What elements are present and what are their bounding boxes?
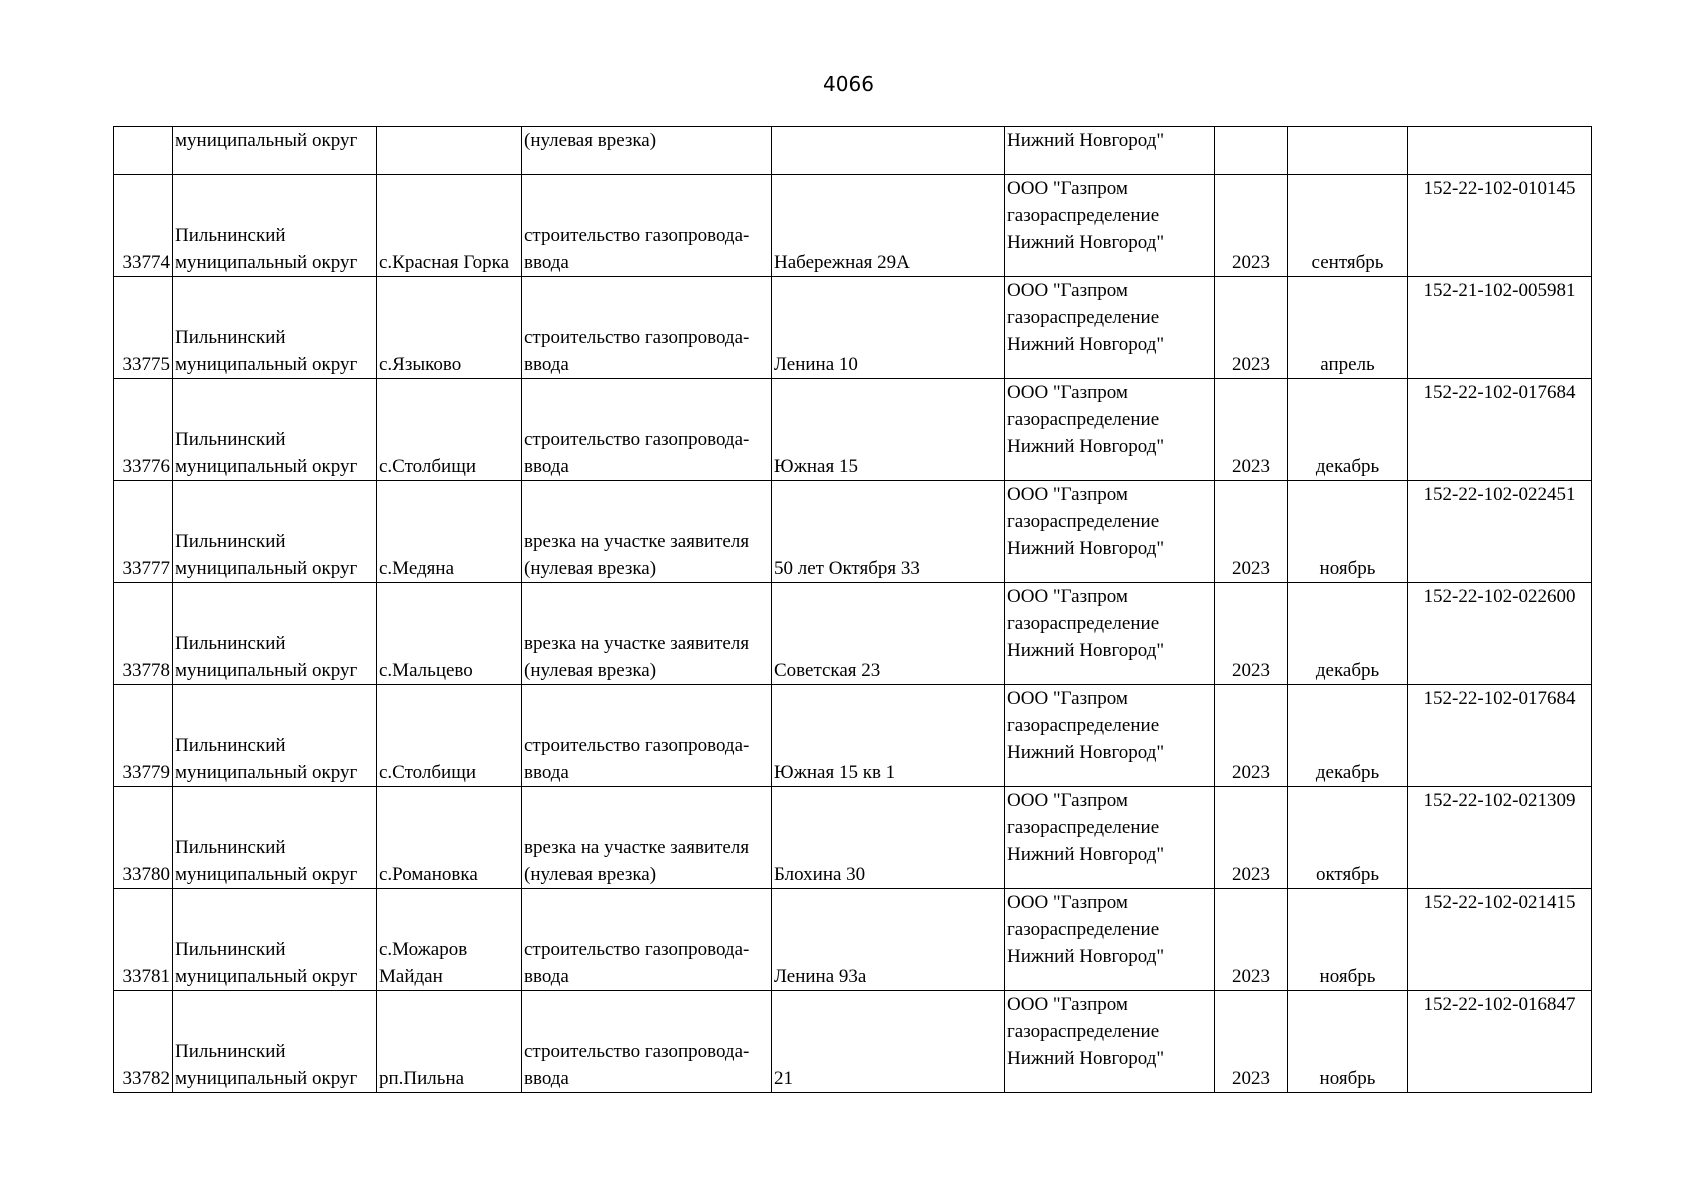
table-row <box>114 787 1592 889</box>
cell-work-type <box>522 175 772 277</box>
cell-year: 2023 <box>1215 685 1288 787</box>
cell-address: 21 <box>772 991 1005 1093</box>
cell-organization-line: газораспределение <box>1007 919 1160 940</box>
cell-address: Набережная 29А <box>772 175 1005 277</box>
cell-organization-line: газораспределение <box>1007 1021 1160 1042</box>
cell-code: 152-21-102-005981 <box>1408 277 1592 379</box>
cell-district-line: муниципальный округ <box>175 354 358 375</box>
cell-district <box>173 889 377 991</box>
cell-address <box>772 127 1005 175</box>
cell-organization-line: Нижний Новгород" <box>1007 436 1165 457</box>
table-row <box>114 277 1592 379</box>
cell-organization <box>1005 175 1215 277</box>
cell-work-type <box>522 481 772 583</box>
cell-month: сентябрь <box>1288 175 1408 277</box>
cell-num <box>114 127 173 175</box>
cell-district-line: Пильнинский <box>175 837 286 858</box>
cell-organization-line: Нижний Новгород" <box>1007 946 1165 967</box>
cell-num: 33779 <box>114 685 173 787</box>
cell-work-type-line: строительство газопровода- <box>524 735 750 756</box>
cell-organization-line: газораспределение <box>1007 817 1160 838</box>
cell-district-line: Пильнинский <box>175 939 286 960</box>
cell-address: 50 лет Октября 33 <box>772 481 1005 583</box>
cell-district-line: муниципальный округ <box>175 660 358 681</box>
cell-settlement-line: с.Столбищи <box>379 762 477 783</box>
cell-address: Ленина 93а <box>772 889 1005 991</box>
cell-settlement <box>377 481 522 583</box>
cell-organization-line: ООО "Газпром <box>1007 178 1128 199</box>
cell-settlement-line: Майдан <box>379 966 443 987</box>
cell-num: 33782 <box>114 991 173 1093</box>
cell-address: Блохина 30 <box>772 787 1005 889</box>
cell-year: 2023 <box>1215 889 1288 991</box>
cell-year: 2023 <box>1215 583 1288 685</box>
cell-district <box>173 991 377 1093</box>
cell-settlement <box>377 991 522 1093</box>
cell-work-type-line: строительство газопровода- <box>524 327 750 348</box>
cell-settlement-line: с.Столбищи <box>379 456 477 477</box>
cell-settlement-line: с.Романовка <box>379 864 478 885</box>
table-row <box>114 379 1592 481</box>
cell-organization-line: ООО "Газпром <box>1007 484 1128 505</box>
cell-month: декабрь <box>1288 583 1408 685</box>
cell-organization <box>1005 889 1215 991</box>
cell-organization-line: газораспределение <box>1007 715 1160 736</box>
table-row <box>114 175 1592 277</box>
cell-month: ноябрь <box>1288 889 1408 991</box>
cell-settlement-line: с.Медяна <box>379 558 455 579</box>
cell-address: Ленина 10 <box>772 277 1005 379</box>
cell-district-line: муниципальный округ <box>175 558 358 579</box>
cell-district <box>173 685 377 787</box>
cell-organization-line: ООО "Газпром <box>1007 688 1128 709</box>
cell-work-type <box>522 277 772 379</box>
cell-organization-line: Нижний Новгород" <box>1007 742 1165 763</box>
cell-organization-line: ООО "Газпром <box>1007 892 1128 913</box>
cell-settlement <box>377 127 522 175</box>
cell-month: декабрь <box>1288 379 1408 481</box>
cell-district <box>173 787 377 889</box>
cell-work-type-line: врезка на участке заявителя <box>524 633 750 654</box>
cell-district <box>173 379 377 481</box>
cell-num: 33781 <box>114 889 173 991</box>
cell-district-line: Пильнинский <box>175 327 286 348</box>
cell-district-line: муниципальный округ <box>175 864 358 885</box>
cell-code: 152-22-102-016847 <box>1408 991 1592 1093</box>
cell-organization-line: ООО "Газпром <box>1007 382 1128 403</box>
cell-organization-line: Нижний Новгород" <box>1007 640 1165 661</box>
table-row <box>114 481 1592 583</box>
table-row <box>114 685 1592 787</box>
cell-district-line: Пильнинский <box>175 531 286 552</box>
cell-work-type <box>522 685 772 787</box>
cell-month <box>1288 127 1408 175</box>
continuation-row <box>114 127 1592 175</box>
cell-work-type-line: ввода <box>524 456 569 477</box>
cell-organization-line: ООО "Газпром <box>1007 790 1128 811</box>
cell-settlement-line: с.Красная Горка <box>379 252 510 273</box>
cell-organization <box>1005 379 1215 481</box>
cell-settlement <box>377 379 522 481</box>
cell-settlement <box>377 583 522 685</box>
cell-organization-line: Нижний Новгород" <box>1007 1048 1165 1069</box>
cell-year: 2023 <box>1215 379 1288 481</box>
cell-work-type <box>522 889 772 991</box>
cell-district-line: муниципальный округ <box>175 1068 358 1089</box>
cell-district-line: Пильнинский <box>175 429 286 450</box>
cell-district-line: Пильнинский <box>175 633 286 654</box>
cell-num: 33775 <box>114 277 173 379</box>
cell-num: 33780 <box>114 787 173 889</box>
cell-year: 2023 <box>1215 277 1288 379</box>
gasification-table <box>113 126 1592 1093</box>
cell-district: муниципальный округ <box>173 127 377 175</box>
cell-district <box>173 277 377 379</box>
cell-address: Южная 15 кв 1 <box>772 685 1005 787</box>
cell-organization <box>1005 583 1215 685</box>
page-number: 4066 <box>823 72 874 96</box>
cell-district <box>173 583 377 685</box>
cell-organization-line: газораспределение <box>1007 409 1160 430</box>
cell-organization-line: Нижний Новгород" <box>1007 334 1165 355</box>
cell-organization-line: газораспределение <box>1007 307 1160 328</box>
cell-code: 152-22-102-021309 <box>1408 787 1592 889</box>
cell-work-type-line: ввода <box>524 252 569 273</box>
cell-code: 152-22-102-021415 <box>1408 889 1592 991</box>
cell-work-type-line: врезка на участке заявителя <box>524 531 750 552</box>
cell-settlement-line: рп.Пильна <box>379 1068 465 1089</box>
cell-settlement-line: с.Языково <box>379 354 462 375</box>
cell-month: ноябрь <box>1288 481 1408 583</box>
cell-organization-line: газораспределение <box>1007 511 1160 532</box>
cell-work-type <box>522 379 772 481</box>
cell-work-type-line: ввода <box>524 966 569 987</box>
cell-num: 33774 <box>114 175 173 277</box>
cell-district-line: муниципальный округ <box>175 456 358 477</box>
cell-settlement <box>377 175 522 277</box>
cell-organization-line: газораспределение <box>1007 205 1160 226</box>
cell-organization-line: ООО "Газпром <box>1007 280 1128 301</box>
cell-work-type-line: ввода <box>524 354 569 375</box>
cell-year: 2023 <box>1215 787 1288 889</box>
cell-work-type-line: (нулевая врезка) <box>524 864 657 885</box>
cell-district-line: Пильнинский <box>175 1041 286 1062</box>
cell-work-type-line: строительство газопровода- <box>524 939 750 960</box>
table-row <box>114 583 1592 685</box>
cell-work-type-line: строительство газопровода- <box>524 429 750 450</box>
cell-work-type-line: ввода <box>524 762 569 783</box>
cell-year <box>1215 127 1288 175</box>
cell-settlement <box>377 787 522 889</box>
table-row <box>114 991 1592 1093</box>
cell-organization <box>1005 481 1215 583</box>
cell-organization <box>1005 991 1215 1093</box>
cell-work-type-line: строительство газопровода- <box>524 1041 750 1062</box>
cell-work-type-line: строительство газопровода- <box>524 225 750 246</box>
cell-settlement-line: с.Можаров <box>379 939 468 960</box>
cell-district-line: муниципальный округ <box>175 762 358 783</box>
cell-organization-line: ООО "Газпром <box>1007 586 1128 607</box>
cell-code: 152-22-102-022451 <box>1408 481 1592 583</box>
cell-district-line: муниципальный округ <box>175 966 358 987</box>
cell-month: ноябрь <box>1288 991 1408 1093</box>
cell-district <box>173 175 377 277</box>
cell-num: 33776 <box>114 379 173 481</box>
cell-work-type <box>522 583 772 685</box>
cell-code <box>1408 127 1592 175</box>
cell-year: 2023 <box>1215 991 1288 1093</box>
cell-code: 152-22-102-022600 <box>1408 583 1592 685</box>
cell-num: 33777 <box>114 481 173 583</box>
cell-organization-line: Нижний Новгород" <box>1007 232 1165 253</box>
cell-organization <box>1005 787 1215 889</box>
cell-work-type <box>522 991 772 1093</box>
cell-organization-line: ООО "Газпром <box>1007 994 1128 1015</box>
cell-year: 2023 <box>1215 481 1288 583</box>
cell-code: 152-22-102-010145 <box>1408 175 1592 277</box>
cell-code: 152-22-102-017684 <box>1408 379 1592 481</box>
cell-settlement <box>377 277 522 379</box>
cell-code: 152-22-102-017684 <box>1408 685 1592 787</box>
cell-year: 2023 <box>1215 175 1288 277</box>
cell-organization-line: Нижний Новгород" <box>1007 538 1165 559</box>
cell-district-line: Пильнинский <box>175 735 286 756</box>
cell-settlement <box>377 889 522 991</box>
cell-district-line: муниципальный округ <box>175 252 358 273</box>
cell-work-type-line: (нулевая врезка) <box>524 660 657 681</box>
cell-address: Южная 15 <box>772 379 1005 481</box>
cell-organization <box>1005 685 1215 787</box>
cell-district-line: Пильнинский <box>175 225 286 246</box>
cell-month: апрель <box>1288 277 1408 379</box>
cell-month: декабрь <box>1288 685 1408 787</box>
cell-district <box>173 481 377 583</box>
cell-address: Советская 23 <box>772 583 1005 685</box>
cell-organization <box>1005 277 1215 379</box>
cell-settlement-line: с.Мальцево <box>379 660 473 681</box>
cell-settlement <box>377 685 522 787</box>
cell-work-type-line: врезка на участке заявителя <box>524 837 750 858</box>
cell-month: октябрь <box>1288 787 1408 889</box>
cell-num: 33778 <box>114 583 173 685</box>
cell-organization: Нижний Новгород" <box>1005 127 1215 175</box>
cell-work-type-line: ввода <box>524 1068 569 1089</box>
cell-work-type-line: (нулевая врезка) <box>524 558 657 579</box>
cell-work-type: (нулевая врезка) <box>522 127 772 175</box>
cell-work-type <box>522 787 772 889</box>
cell-organization-line: газораспределение <box>1007 613 1160 634</box>
table-row <box>114 889 1592 991</box>
cell-organization-line: Нижний Новгород" <box>1007 844 1165 865</box>
